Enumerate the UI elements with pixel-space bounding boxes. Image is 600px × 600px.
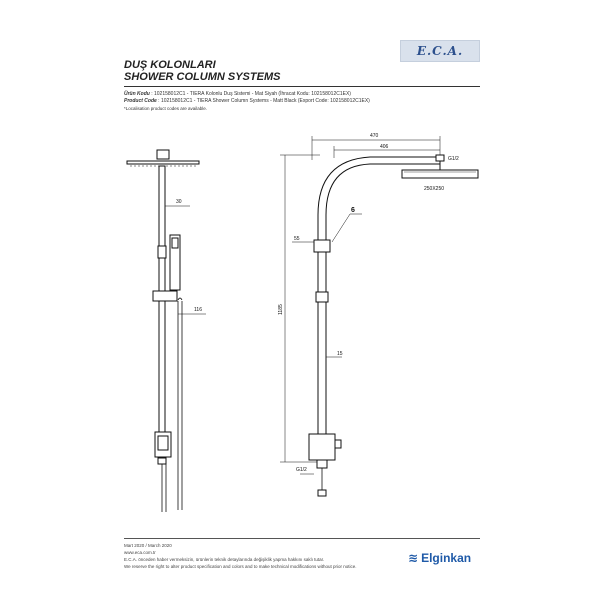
footer-website[interactable]: www.eca.com.tr (124, 550, 156, 555)
elginkan-logo (408, 551, 471, 565)
footer-note-tr: E.C.A. önceden haber vermeksizin, ürünlerin teknik detaylarında değişiklik yapma hakkını saklı tutar. (124, 557, 325, 562)
upper-collar (314, 240, 330, 252)
right-lower-pipe (318, 302, 326, 434)
dim-30-label: 30 (176, 199, 182, 205)
elginkan-mark-icon: ≋ (408, 551, 419, 565)
left-lower-pipe (159, 258, 165, 458)
thread-top-label: G1/2 (448, 156, 459, 162)
left-upper-pipe (159, 166, 165, 246)
head-size-label: 250X250 (424, 186, 445, 192)
product-code-label-en: Product Code (124, 98, 157, 104)
right-mixer (309, 434, 335, 460)
dim-116-label: 116 (194, 307, 202, 313)
footer-rule (124, 538, 480, 539)
title-turkish: DUŞ KOLONLARI (124, 59, 216, 71)
title-english: SHOWER COLUMN SYSTEMS (124, 71, 281, 83)
left-head-plate (127, 161, 199, 164)
left-slider (153, 291, 177, 301)
right-mid-pipe (318, 252, 326, 292)
height-1185-label: 1185 (278, 304, 284, 315)
left-hose (178, 301, 182, 510)
left-head-mount (157, 150, 169, 159)
callout-6-label: 6 (351, 207, 355, 214)
right-shower-head (402, 170, 478, 178)
localisation-note: *Localisation product codes are available. (124, 106, 208, 111)
product-code-label-tr: Ürün Kodu (124, 91, 150, 97)
dim-15-label: 15 (337, 351, 343, 357)
dim-470-label: 470 (370, 133, 379, 139)
dim-55-label: 55 (294, 236, 300, 242)
elginkan-name: Elginkan (421, 551, 472, 565)
product-code-value-tr: : 102158012C1 - TIERA Kolonlu Duş Sistemi - Mat Siyah (İhracat Kodu: 102158012C1EX) (151, 91, 351, 97)
thread-bottom-label: G1/2 (296, 467, 307, 473)
product-code-value-en: : 102158012C1 - TIERA Shower Column Systems - Matt Black (Export Code: 102158012C1EX) (158, 98, 370, 104)
curved-arm-outer (318, 157, 440, 240)
right-slider (316, 292, 328, 302)
footer-note-en: We reserve the right to alter product specification and colors and to make technical modifications without prior notice. (124, 564, 357, 569)
eca-logo-text: E.C.A. (416, 44, 464, 58)
footer-date: Mart 2020 / March 2020 (124, 543, 172, 548)
dim-406-label: 406 (380, 144, 389, 150)
